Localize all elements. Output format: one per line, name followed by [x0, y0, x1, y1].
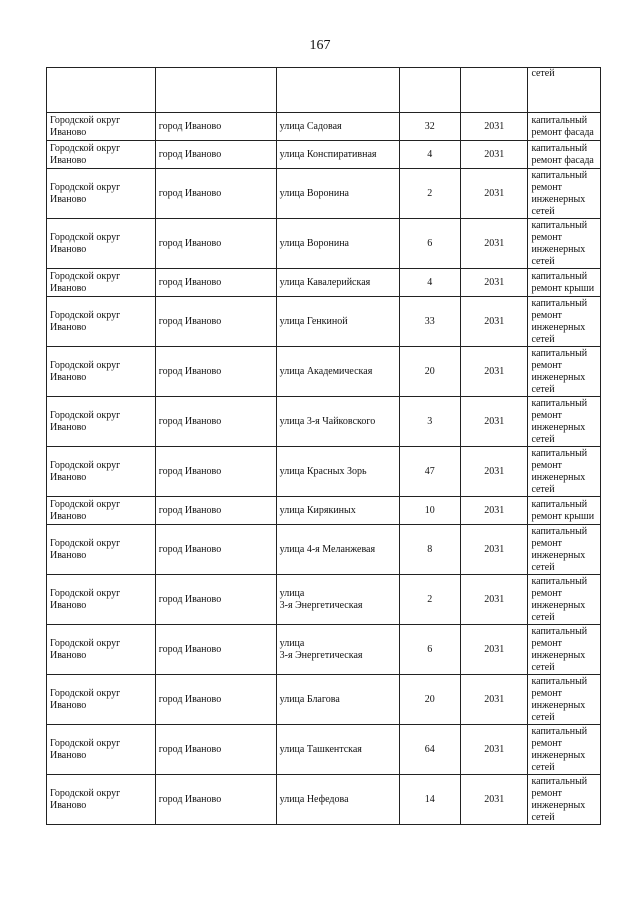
- cell-settlement: [155, 68, 276, 113]
- cell-house: 4: [399, 269, 460, 297]
- cell-house: 3: [399, 397, 460, 447]
- table-row: [47, 347, 601, 397]
- cell-house: 2: [399, 575, 460, 625]
- table-row: [47, 219, 601, 269]
- cell-settlement: город Иваново: [155, 625, 276, 675]
- cell-year: 2031: [460, 113, 527, 141]
- cell-work: капитальный ремонт инженерных сетей: [528, 725, 601, 775]
- cell-municipality: Городской округ Иваново: [47, 497, 156, 525]
- cell-street: улица Воронина: [276, 219, 399, 269]
- cell-work: капитальный ремонт инженерных сетей: [528, 775, 601, 825]
- cell-settlement: город Иваново: [155, 141, 276, 169]
- cell-year: 2031: [460, 575, 527, 625]
- cell-street: улица Кирякиных: [276, 497, 399, 525]
- table-row: [47, 397, 601, 447]
- street-line: 3-я Энергетическая: [279, 649, 363, 661]
- cell-street: улица Садовая: [276, 113, 399, 141]
- cell-house: 20: [399, 675, 460, 725]
- cell-year: 2031: [460, 347, 527, 397]
- cell-street: улица Благова: [276, 675, 399, 725]
- table-row: [47, 297, 601, 347]
- cell-municipality: Городской округ Иваново: [47, 775, 156, 825]
- cell-house: 20: [399, 347, 460, 397]
- cell-year: 2031: [460, 269, 527, 297]
- table-row: [47, 169, 601, 219]
- cell-municipality: Городской округ Иваново: [47, 675, 156, 725]
- table-row-continuation: [47, 68, 601, 113]
- cell-house: [399, 68, 460, 113]
- cell-settlement: город Иваново: [155, 575, 276, 625]
- cell-work: капитальный ремонт инженерных сетей: [528, 625, 601, 675]
- cell-street: улица Нефедова: [276, 775, 399, 825]
- cell-settlement: город Иваново: [155, 525, 276, 575]
- cell-work: капитальный ремонт инженерных сетей: [528, 297, 601, 347]
- table-row: [47, 141, 601, 169]
- cell-street: улица Красных Зорь: [276, 447, 399, 497]
- table-row: [47, 113, 601, 141]
- street-line: улица: [279, 587, 305, 599]
- cell-settlement: город Иваново: [155, 497, 276, 525]
- cell-year: 2031: [460, 397, 527, 447]
- street-line: 3-я Энергетическая: [279, 599, 363, 611]
- cell-house: 6: [399, 219, 460, 269]
- cell-street: улица 4-я Меланжевая: [276, 525, 399, 575]
- cell-work: капитальный ремонт инженерных сетей: [528, 347, 601, 397]
- cell-year: [460, 68, 527, 113]
- cell-municipality: Городской округ Иваново: [47, 269, 156, 297]
- cell-work: капитальный ремонт фасада: [528, 141, 601, 169]
- cell-municipality: Городской округ Иваново: [47, 141, 156, 169]
- table-row: [47, 775, 601, 825]
- cell-work: капитальный ремонт инженерных сетей: [528, 169, 601, 219]
- cell-settlement: город Иваново: [155, 675, 276, 725]
- cell-house: 8: [399, 525, 460, 575]
- cell-work: капитальный ремонт фасада: [528, 113, 601, 141]
- cell-house: 47: [399, 447, 460, 497]
- cell-settlement: город Иваново: [155, 725, 276, 775]
- cell-year: 2031: [460, 675, 527, 725]
- cell-street: [276, 68, 399, 113]
- cell-municipality: Городской округ Иваново: [47, 113, 156, 141]
- cell-municipality: Городской округ Иваново: [47, 297, 156, 347]
- cell-work: капитальный ремонт инженерных сетей: [528, 575, 601, 625]
- cell-street: улица Конспиративная: [276, 141, 399, 169]
- cell-municipality: Городской округ Иваново: [47, 725, 156, 775]
- cell-year: 2031: [460, 447, 527, 497]
- cell-municipality: Городской округ Иваново: [47, 219, 156, 269]
- cell-work: капитальный ремонт инженерных сетей: [528, 447, 601, 497]
- cell-year: 2031: [460, 141, 527, 169]
- cell-year: 2031: [460, 297, 527, 347]
- cell-municipality: Городской округ Иваново: [47, 347, 156, 397]
- cell-municipality: Городской округ Иваново: [47, 625, 156, 675]
- table-row: [47, 625, 601, 675]
- cell-settlement: город Иваново: [155, 297, 276, 347]
- cell-house: 10: [399, 497, 460, 525]
- cell-work: капитальный ремонт инженерных сетей: [528, 525, 601, 575]
- cell-year: 2031: [460, 625, 527, 675]
- cell-house: 2: [399, 169, 460, 219]
- cell-settlement: город Иваново: [155, 347, 276, 397]
- cell-settlement: город Иваново: [155, 219, 276, 269]
- table-row: [47, 447, 601, 497]
- table-row: [47, 525, 601, 575]
- cell-settlement: город Иваново: [155, 113, 276, 141]
- cell-year: 2031: [460, 169, 527, 219]
- cell-municipality: Городской округ Иваново: [47, 169, 156, 219]
- table-row: [47, 675, 601, 725]
- cell-year: 2031: [460, 725, 527, 775]
- cell-year: 2031: [460, 497, 527, 525]
- cell-street: улица Воронина: [276, 169, 399, 219]
- cell-settlement: город Иваново: [155, 397, 276, 447]
- cell-house: 32: [399, 113, 460, 141]
- cell-year: 2031: [460, 775, 527, 825]
- cell-house: 6: [399, 625, 460, 675]
- table-row: [47, 497, 601, 525]
- cell-street: [276, 625, 399, 675]
- cell-municipality: Городской округ Иваново: [47, 447, 156, 497]
- cell-street: улица Академическая: [276, 347, 399, 397]
- cell-street: улица 3-я Чайковского: [276, 397, 399, 447]
- street-line: улица: [279, 637, 305, 649]
- cell-house: 64: [399, 725, 460, 775]
- cell-municipality: Городской округ Иваново: [47, 575, 156, 625]
- cell-street: улица Кавалерийская: [276, 269, 399, 297]
- cell-house: 14: [399, 775, 460, 825]
- cell-settlement: город Иваново: [155, 169, 276, 219]
- table-row: [47, 269, 601, 297]
- cell-year: 2031: [460, 219, 527, 269]
- cell-street: [276, 575, 399, 625]
- cell-municipality: Городской округ Иваново: [47, 525, 156, 575]
- cell-house: 4: [399, 141, 460, 169]
- cell-municipality: [47, 68, 156, 113]
- cell-work: капитальный ремонт инженерных сетей: [528, 219, 601, 269]
- cell-street: улица Ташкентская: [276, 725, 399, 775]
- cell-work: сетей: [528, 68, 601, 113]
- cell-street: улица Генкиной: [276, 297, 399, 347]
- cell-settlement: город Иваново: [155, 775, 276, 825]
- cell-municipality: Городской округ Иваново: [47, 397, 156, 447]
- table-row: [47, 725, 601, 775]
- table-row: [47, 575, 601, 625]
- cell-settlement: город Иваново: [155, 269, 276, 297]
- cell-work: капитальный ремонт инженерных сетей: [528, 675, 601, 725]
- cell-house: 33: [399, 297, 460, 347]
- table-body: [47, 68, 601, 825]
- cell-settlement: город Иваново: [155, 447, 276, 497]
- repair-schedule-table: [46, 67, 601, 825]
- cell-year: 2031: [460, 525, 527, 575]
- cell-work: капитальный ремонт инженерных сетей: [528, 397, 601, 447]
- page-number: 167: [309, 38, 331, 53]
- cell-work: капитальный ремонт крыши: [528, 269, 601, 297]
- cell-work: капитальный ремонт крыши: [528, 497, 601, 525]
